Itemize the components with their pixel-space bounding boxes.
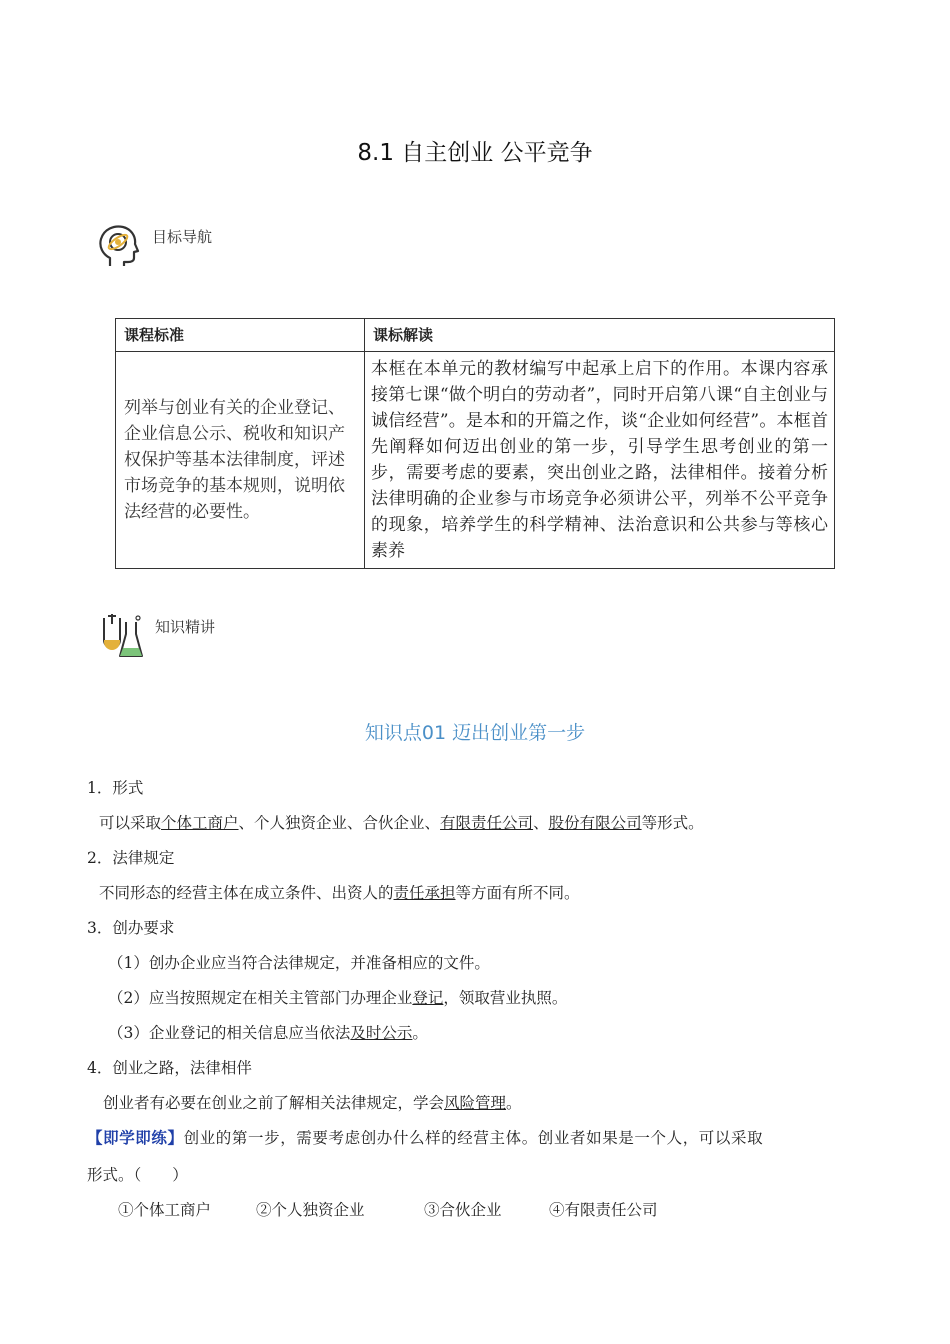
table-header-standard: 课程标准 [116,319,365,352]
curriculum-table [115,318,835,569]
option-2: ②个人独资企业 [256,1201,365,1219]
flask-icon [96,612,144,660]
interpretation-cell: 本框在本单元的教材编写中起承上启下的作用。本课内容承接第七课“做个明白的劳动者”，同时开启第八课“自主创业与诚信经营”。是本和的开篇之作，谈“企业如何经营”。本框首先阐释如何迈出创业的第一步，引导学生思考创业的第一步，需要考虑的要素，突出创业之路，法律相伴。接着分析法律明确的企业参与市场竞争必须讲公平，列举不公平竞争的现象，培养学生的科学精神、法治意识和公共参与等核心素养 [365,352,835,569]
point-2-body: 不同形态的经营主体在成立条件、出资人的责任承担等方面有所不同。 [99,884,580,902]
point-2-title: 2．法律规定 [87,849,175,867]
table-header-interpretation: 课标解读 [365,319,835,352]
point-4-body: 创业者有必要在创业之前了解相关法律规定，学会风险管理。 [103,1094,522,1112]
option-3: ③合伙企业 [424,1201,502,1219]
page-title: 8.1 自主创业 公平竞争 [357,140,593,166]
point-3-item-3: （3）企业登记的相关信息应当依法及时公示。 [108,1024,428,1042]
point-4-title: 4．创业之路，法律相伴 [87,1059,252,1077]
practice-question: 【即学即练】创业的第一步，需要考虑创办什么样的经营主体。创业者如果是一个人，可以采取 [87,1128,764,1147]
section-heading: 知识点01 迈出创业第一步 [364,722,586,744]
practice-tag: 【即学即练】 [87,1128,184,1147]
knowledge-label: 知识精讲 [155,618,216,636]
practice-question-cont: 形式。（ ） [87,1166,188,1184]
head-gear-icon [96,222,140,270]
point-1-title: 1．形式 [87,779,144,797]
point-3-item-2: （2）应当按照规定在相关主管部门办理企业登记，领取营业执照。 [108,989,568,1007]
point-1-body: 可以采取个体工商户、个人独资企业、合伙企业、有限责任公司、股份有限公司等形式。 [99,814,704,832]
option-1: ①个体工商户 [118,1201,212,1219]
standard-cell: 列举与创业有关的企业登记、企业信息公示、税收和知识产权保护等基本法律制度，评述市场竞争的基本规则，说明依法经营的必要性。 [116,352,365,569]
option-4: ④有限责任公司 [549,1201,658,1219]
point-3-item-1: （1）创办企业应当符合法律规定，并准备相应的文件。 [108,954,490,972]
point-3-title: 3．创办要求 [87,919,175,937]
goals-label: 目标导航 [152,228,213,246]
